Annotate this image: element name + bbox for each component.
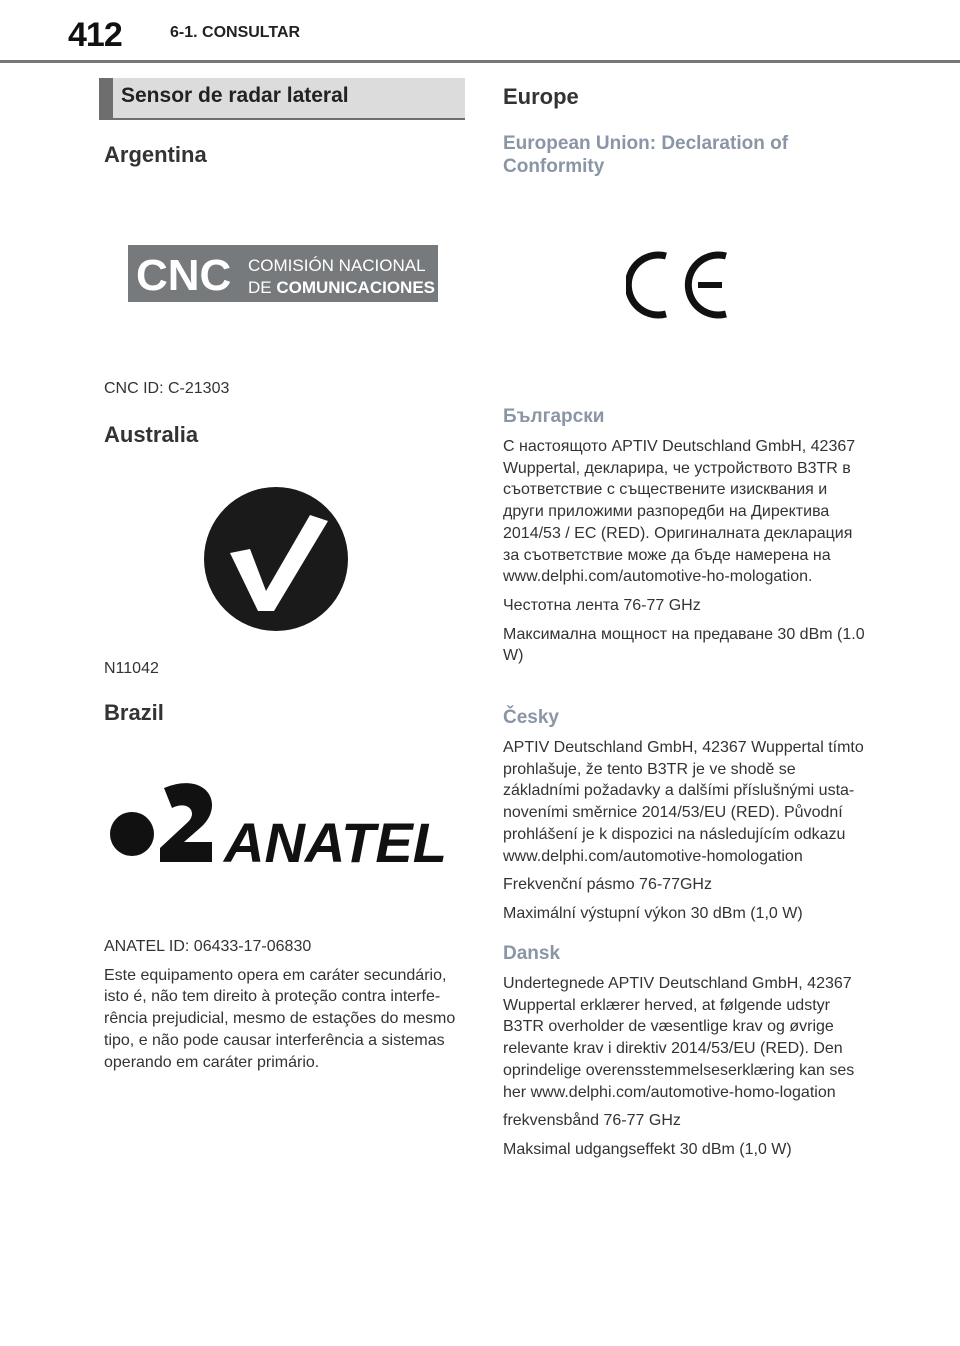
heading-eu-declaration: European Union: Declaration of Conformity [503,133,789,177]
cnc-id: CNC ID: C-21303 [104,380,230,397]
czech-section-body [503,737,868,932]
anatel-wordmark: ANATEL [224,811,446,866]
section-banner [99,78,465,120]
anatel-logo [108,778,446,866]
cnc-logo-line2-prefix: DE [248,278,277,297]
heading-argentina: Argentina [104,142,207,167]
heading-danish: Dansk [503,943,561,964]
cnc-logo-line2-bold: COMUNICACIONES [276,278,436,297]
czech-power: Maximální výstupní výkon 30 dBm (1,0 W) [503,904,803,922]
danish-frequency: frekvensbånd 76-77 GHz [503,1112,681,1130]
danish-section-body [503,973,868,1168]
page-number: 412 [68,16,122,54]
heading-bulgarian: Български [503,406,605,427]
header-rule [0,60,960,63]
rcm-checkmark-icon [204,487,348,631]
danish-paragraph: Undertegnede APTIV Deutschland GmbH, 42367 Wuppertal erklærer herved, at følgende udstyr B3TR overholder de væsentlige krav og øvrige relevante krav i direktiv 2014/53/EU (RED). Den oprindelige overensstemmelseserklæring kan ses her www.delphi.com/automotive-homo-logation [503,975,855,1101]
chapter-title: 6-1. CONSULTAR [170,24,301,41]
section-banner-title: Sensor de radar lateral [121,84,349,107]
bulgarian-frequency: Честотна лента 76-77 GHz [503,596,701,614]
bulgarian-paragraph: С настоящото APTIV Deutschland GmbH, 42367 Wuppertal, декларира, че устройството B3TR в съответствие с съществените изисквания и други приложими разпоредби на Директива 2014/53 / EC (RED). Оригиналната декларация за съответствие може да бъде намерена на www.delphi.com/automotive-ho-mologation. [503,438,856,586]
heading-europe: Europe [503,84,579,109]
brazil-paragraph: Este equipamento opera em caráter secundário, isto é, não tem direito à proteção contra interfe-rência prejudicial, mesmo de estações do mesmo tipo, e não pode causar interferência a sistemas operando em caráter primário. [104,966,456,1071]
bulgarian-section-body [503,436,868,674]
cnc-logo-mark: CNC [136,251,232,300]
ce-mark-icon [626,248,730,322]
australia-id: N11042 [104,660,159,677]
anatel-id: ANATEL ID: 06433-17-06830 [104,938,312,955]
cnc-logo-line1: COMISIÓN NACIONAL [248,256,426,275]
heading-czech: Česky [503,707,559,728]
czech-paragraph: APTIV Deutschland GmbH, 42367 Wuppertal tímto prohlašuje, že tento B3TR je ve shodě se základními požadavky a dalšími příslušnými usta-noveními směrnice 2014/53/EU (RED). Původní prohlášení je k dispozici na následujícím odkazu www.delphi.com/automotive-homologation [503,739,864,865]
brazil-section-body [104,936,464,1080]
danish-power: Maksimal udgangseffekt 30 dBm (1,0 W) [503,1140,792,1158]
cnc-logo [128,245,438,302]
heading-brazil: Brazil [104,700,164,725]
heading-australia: Australia [104,422,199,447]
svg-text:DE COMUNICACIONES [248,278,435,297]
czech-frequency: Frekvenční pásmo 76-77GHz [503,876,712,894]
bulgarian-power: Максимална мощност на предаване 30 dBm (1.0 W) [503,625,865,665]
